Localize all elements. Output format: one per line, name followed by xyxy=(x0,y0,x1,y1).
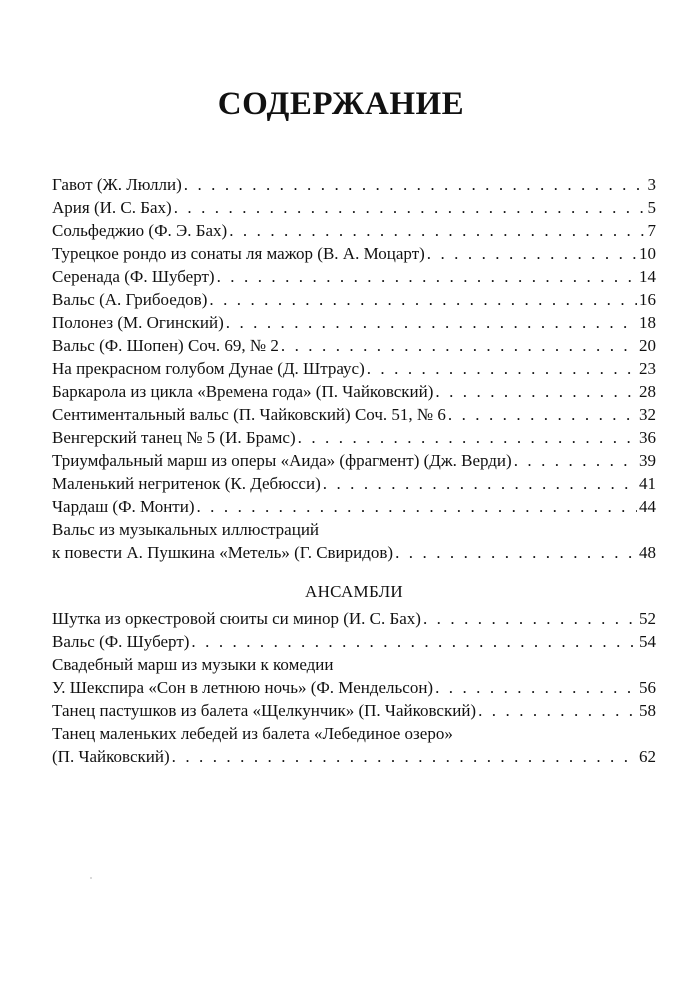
toc-entry-title: Серенада (Ф. Шуберт) xyxy=(52,267,215,286)
dot-leader xyxy=(423,607,637,630)
toc-entry-title-line2: (П. Чайковский) xyxy=(52,747,170,766)
toc-entry-page: 62 xyxy=(639,747,656,766)
toc-entry-title: Танец пастушков из балета «Щелкунчик» (П. Чайковский) xyxy=(52,701,477,720)
toc-entry-title: Чардаш (Ф. Монти) xyxy=(52,497,195,516)
table-of-contents xyxy=(52,173,656,768)
dot-leader xyxy=(226,311,637,334)
dot-leader xyxy=(395,541,637,564)
toc-entry-page: 28 xyxy=(639,382,656,401)
dot-leader xyxy=(229,219,644,242)
toc-entry-page: 18 xyxy=(639,313,656,332)
toc-entry-title: Триумфальный марш из оперы «Аида» (фрагмент) (Дж. Верди) xyxy=(52,451,512,470)
toc-entry xyxy=(52,380,656,403)
toc-entry-title: Ария (И. С. Бах) xyxy=(52,198,172,217)
toc-entry-page: 32 xyxy=(639,405,656,424)
toc-entry-title-line2: У. Шекспира «Сон в летнюю ночь» (Ф. Мендельсон) xyxy=(52,678,434,697)
toc-entry xyxy=(52,265,656,288)
dot-leader xyxy=(281,334,637,357)
toc-entry xyxy=(52,699,656,722)
toc-entry-title: Баркарола из цикла «Времена года» (П. Чайковский) xyxy=(52,382,434,401)
toc-entry xyxy=(52,449,656,472)
toc-entry-page: 52 xyxy=(639,609,656,628)
toc-entry-page: 54 xyxy=(639,632,656,651)
toc-entry-page: 48 xyxy=(639,543,656,562)
dot-leader xyxy=(217,265,637,288)
toc-entry xyxy=(52,426,656,449)
section-heading-ensembles: АНСАМБЛИ xyxy=(305,582,403,601)
toc-entry-title: Шутка из оркестровой сюиты си минор (И. С. Бах) xyxy=(52,609,421,628)
toc-entry-multiline xyxy=(52,653,656,699)
toc-entry-page: 58 xyxy=(639,701,656,720)
toc-entry-title: Вальс (А. Грибоедов) xyxy=(52,290,208,309)
toc-entry-title: Полонез (М. Огинский) xyxy=(52,313,224,332)
toc-entry-title-line2: к повести А. Пушкина «Метель» (Г. Свиридов) xyxy=(52,543,394,562)
toc-entry-title: Гавот (Ж. Люлли) xyxy=(52,175,182,194)
toc-entry-title: Венгерский танец № 5 (И. Брамс) xyxy=(52,428,296,447)
toc-entry-page: 56 xyxy=(639,678,656,697)
toc-entry-page: 41 xyxy=(639,474,656,493)
dot-leader xyxy=(191,630,637,653)
page-title: СОДЕРЖАНИЕ xyxy=(217,86,465,122)
toc-entry-page: 36 xyxy=(639,428,656,447)
toc-entry-title: Сентиментальный вальс (П. Чайковский) Соч. 51, № 6 xyxy=(52,405,446,424)
paper-speck xyxy=(90,877,92,879)
toc-entry xyxy=(52,288,656,311)
dot-leader xyxy=(448,403,637,426)
toc-entry-page: 20 xyxy=(639,336,656,355)
toc-entry xyxy=(52,495,656,518)
dot-leader xyxy=(209,288,637,311)
dot-leader xyxy=(323,472,637,495)
toc-entry-page: 7 xyxy=(647,221,656,240)
dot-leader xyxy=(435,676,637,699)
dot-leader xyxy=(174,196,644,219)
toc-entry-title: Турецкое рондо из сонаты ля мажор (В. А. Моцарт) xyxy=(52,244,425,263)
toc-entry xyxy=(52,403,656,426)
toc-entry xyxy=(52,357,656,380)
toc-entry-title-line1: Вальс из музыкальных иллюстраций xyxy=(52,520,320,539)
toc-entry-title: Маленький негритенок (К. Дебюсси) xyxy=(52,474,321,493)
dot-leader xyxy=(196,495,637,518)
dot-leader xyxy=(435,380,637,403)
toc-entry xyxy=(52,334,656,357)
toc-entry xyxy=(52,219,656,242)
dot-leader xyxy=(184,173,644,196)
toc-entry xyxy=(52,607,656,630)
dot-leader xyxy=(367,357,637,380)
toc-entry-title: Вальс (Ф. Шуберт) xyxy=(52,632,190,651)
toc-entry-page: 16 xyxy=(639,290,656,309)
dot-leader xyxy=(427,242,637,265)
toc-entry-title-line1: Свадебный марш из музыки к комедии xyxy=(52,655,334,674)
dot-leader xyxy=(298,426,637,449)
toc-entry-title: На прекрасном голубом Дунае (Д. Штраус) xyxy=(52,359,365,378)
toc-entry-page: 3 xyxy=(647,175,656,194)
toc-entry xyxy=(52,173,656,196)
toc-entry-title: Сольфеджио (Ф. Э. Бах) xyxy=(52,221,228,240)
toc-entry xyxy=(52,242,656,265)
toc-entry-page: 39 xyxy=(639,451,656,470)
toc-entry xyxy=(52,196,656,219)
toc-entry-title: Вальс (Ф. Шопен) Соч. 69, № 2 xyxy=(52,336,279,355)
dot-leader xyxy=(514,449,637,472)
toc-entry-title-line1: Танец маленьких лебедей из балета «Лебединое озеро» xyxy=(52,724,453,743)
toc-entry xyxy=(52,472,656,495)
toc-entry-page: 5 xyxy=(647,198,656,217)
toc-entry-multiline xyxy=(52,722,656,768)
toc-entry xyxy=(52,630,656,653)
toc-entry-page: 10 xyxy=(639,244,656,263)
toc-entry-page: 44 xyxy=(639,497,656,516)
toc-entry xyxy=(52,311,656,334)
toc-entry-page: 23 xyxy=(639,359,656,378)
toc-entry-page: 14 xyxy=(639,267,656,286)
toc-entry-multiline xyxy=(52,518,656,564)
dot-leader xyxy=(172,745,637,768)
dot-leader xyxy=(478,699,637,722)
